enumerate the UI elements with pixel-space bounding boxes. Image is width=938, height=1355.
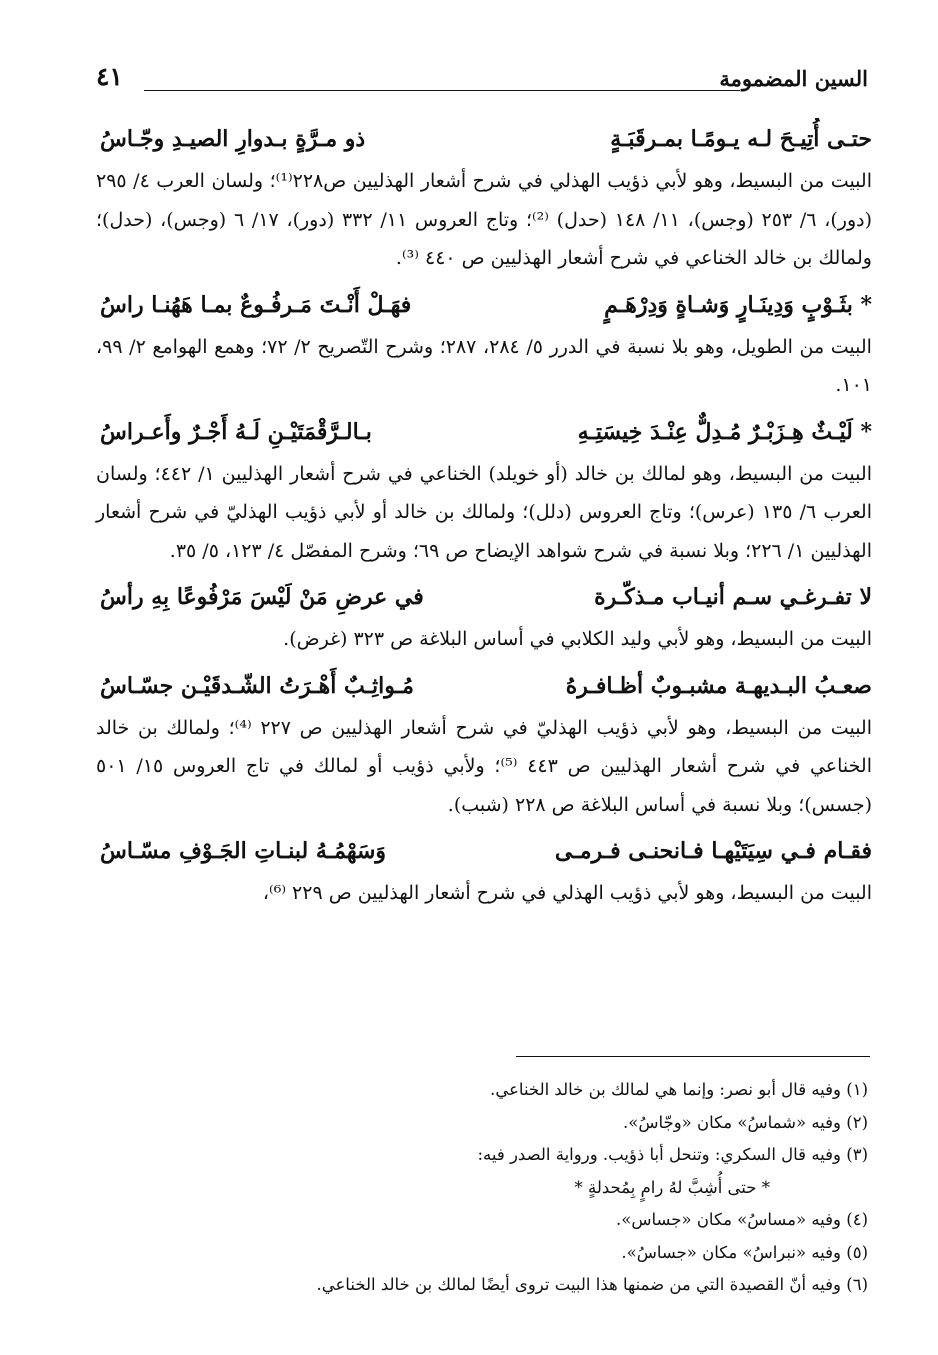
verse-line [96, 576, 872, 620]
verse-first-hemistich: * لَيْـثٌ هِـزَبْـرٌ مُـدِلٌّ عِنْـدَ خِيسَتِـهِ [577, 418, 872, 445]
verse-second-hemistich: في عرضِ مَنْ لَيْسَ مَرْفُوعًا بِهِ رأسُ [100, 584, 424, 610]
verse-line [96, 284, 872, 328]
page-number: ٤١ [96, 62, 123, 91]
verse-line [96, 118, 872, 162]
verse-line [96, 830, 872, 874]
verse-first-hemistich: حتـى أُتِيـحَ لـه يـومًـا بمـرقَبَـةٍ [610, 126, 872, 152]
footnote: (٢) وفيه «شماسُ» مكان «وجّاسُ». [623, 1112, 868, 1132]
verse-first-hemistich: لا تفـرغـي سـم أنيـاب مـذكّـرة [594, 584, 872, 610]
running-title: السين المضمومة [719, 66, 868, 91]
footnote: (٣) وفيه قال السكري: وتنحل أبا ذؤيب. ورواية الصدر فيه: [477, 1145, 868, 1164]
verse-second-hemistich: مُـواثِـبٌ أَهْـرَتُ الشّـدقَيْـن جسّـاسُ [100, 672, 414, 699]
verse-second-hemistich: ذو مـرَّةٍ بـدوارِ الصيـدِ وجّـاسُ [100, 126, 366, 152]
main-text [96, 118, 872, 919]
footnote: (٥) وفيه «نبراسُ» مكان «جساسُ». [621, 1242, 868, 1262]
header-rule [144, 90, 740, 91]
verse-first-hemistich: صعـبُ البـديهـة مشبـوبٌ أظـافـرهُ [565, 672, 872, 699]
verse-first-hemistich: فقـام فـي سِيَتَيْهـا فـانحنـى فـرمـى [554, 838, 872, 864]
verse-second-hemistich: بـالـرَّقْمَتَيْـنِ لَـهُ أَجْـرٌ وأَعـراسُ [100, 418, 372, 445]
verse-commentary: البيت من البسيط، وهو لأبي وليد الكلابي في أساس البلاغة ص ٣٢٣ (غرض). [283, 628, 872, 650]
footnote: (٦) وفيه أنّ القصيدة التي من ضمنها هذا البيت تروى أيضًا لمالك بن خالد الخناعي. [316, 1275, 868, 1294]
verse-second-hemistich: وَسَهْمُـهُ لبنـاتِ الجَـوْفِ مسّـاسُ [100, 838, 387, 864]
footnote: (٤) وفيه «مساسُ» مكان «جساس». [616, 1210, 868, 1229]
footnote-quoted-verse: * حتى أُشِبَّ لهُ رامٍ بِمُحدلةٍ * [574, 1177, 770, 1197]
verse-commentary: البيت من البسيط، وهو لأبي ذؤيب الهذلي في شرح أشعار الهذليين ص ٢٢٩ ⁽⁶⁾، [262, 882, 872, 904]
page-header [96, 62, 868, 100]
footnote-separator [516, 1056, 870, 1057]
verse-line [96, 411, 872, 455]
verse-line [96, 665, 872, 709]
verse-first-hemistich: * بثَـوْبٍ وَدِينَـارٍ وَشـاةٍ وَدِرْهَـمٍ [604, 291, 872, 318]
footnotes [108, 1074, 868, 1302]
verse-commentary: البيت من البسيط، وهو لأبي ذؤيب الهذلي في شرح أشعار الهذليين ص٢٢٨⁽¹⁾؛ ولسان العرب ٤/ ٢٩٥ (دور)، ٦/ ٢٥٣ (وجس)، ١١/ ١٤٨ (حدل) ⁽²⁾؛ وتاج العروس ١١/ ٣٣٢ (دور)، ١٧/ ٦ (وجس)، (حدل)؛ ولمالك بن خالد الخناعي في شرح أشعار الهذليين ص ٤٤٠ ⁽³⁾. [96, 170, 872, 269]
verse-second-hemistich: فهَـلْ أَنْـتَ مَـرفُـوعٌ بمـا هَهُنـا راسُ [100, 291, 412, 318]
verse-commentary: البيت من البسيط، وهو لأبي ذؤيب الهذليّ في شرح أشعار الهذليين ص ٢٢٧ ⁽⁴⁾؛ ولمالك بن خالد الخناعي في شرح أشعار الهذليين ص ٤٤٣ ⁽⁵⁾؛ ولأبي ذؤيب أو لمالك في تاج العروس ١٥/ ٥٠١ (جسس)؛ وبلا نسبة في أساس البلاغة ص ٢٢٨ (شبب). [96, 716, 872, 816]
verse-commentary: البيت من الطويل، وهو بلا نسبة في الدرر ٥/ ٢٨٤، ٢٨٧؛ وشرح التّصريح ٢/ ٧٢؛ وهمع الهوامع ٢/ ٩٩، ١٠١. [96, 335, 872, 396]
footnote: (١) وفيه قال أبو نصر: وإنما هي لمالك بن خالد الخناعي. [490, 1080, 868, 1099]
verse-commentary: البيت من البسيط، وهو لمالك بن خالد (أو خويلد) الخناعي في شرح أشعار الهذليين ١/ ٤٤٢؛ ولسان العرب ٦/ ١٣٥ (عرس)؛ وتاج العروس (دلل)؛ ولمالك بن خالد أو لأبي ذؤيب الهذليّ في شرح أشعار الهذليين ١/ ٢٢٦؛ وبلا نسبة في شرح شواهد الإيضاح ص ٦٩؛ وشرح المفصّل ٤/ ١٢٣، ٥/ ٣٥. [96, 462, 872, 562]
